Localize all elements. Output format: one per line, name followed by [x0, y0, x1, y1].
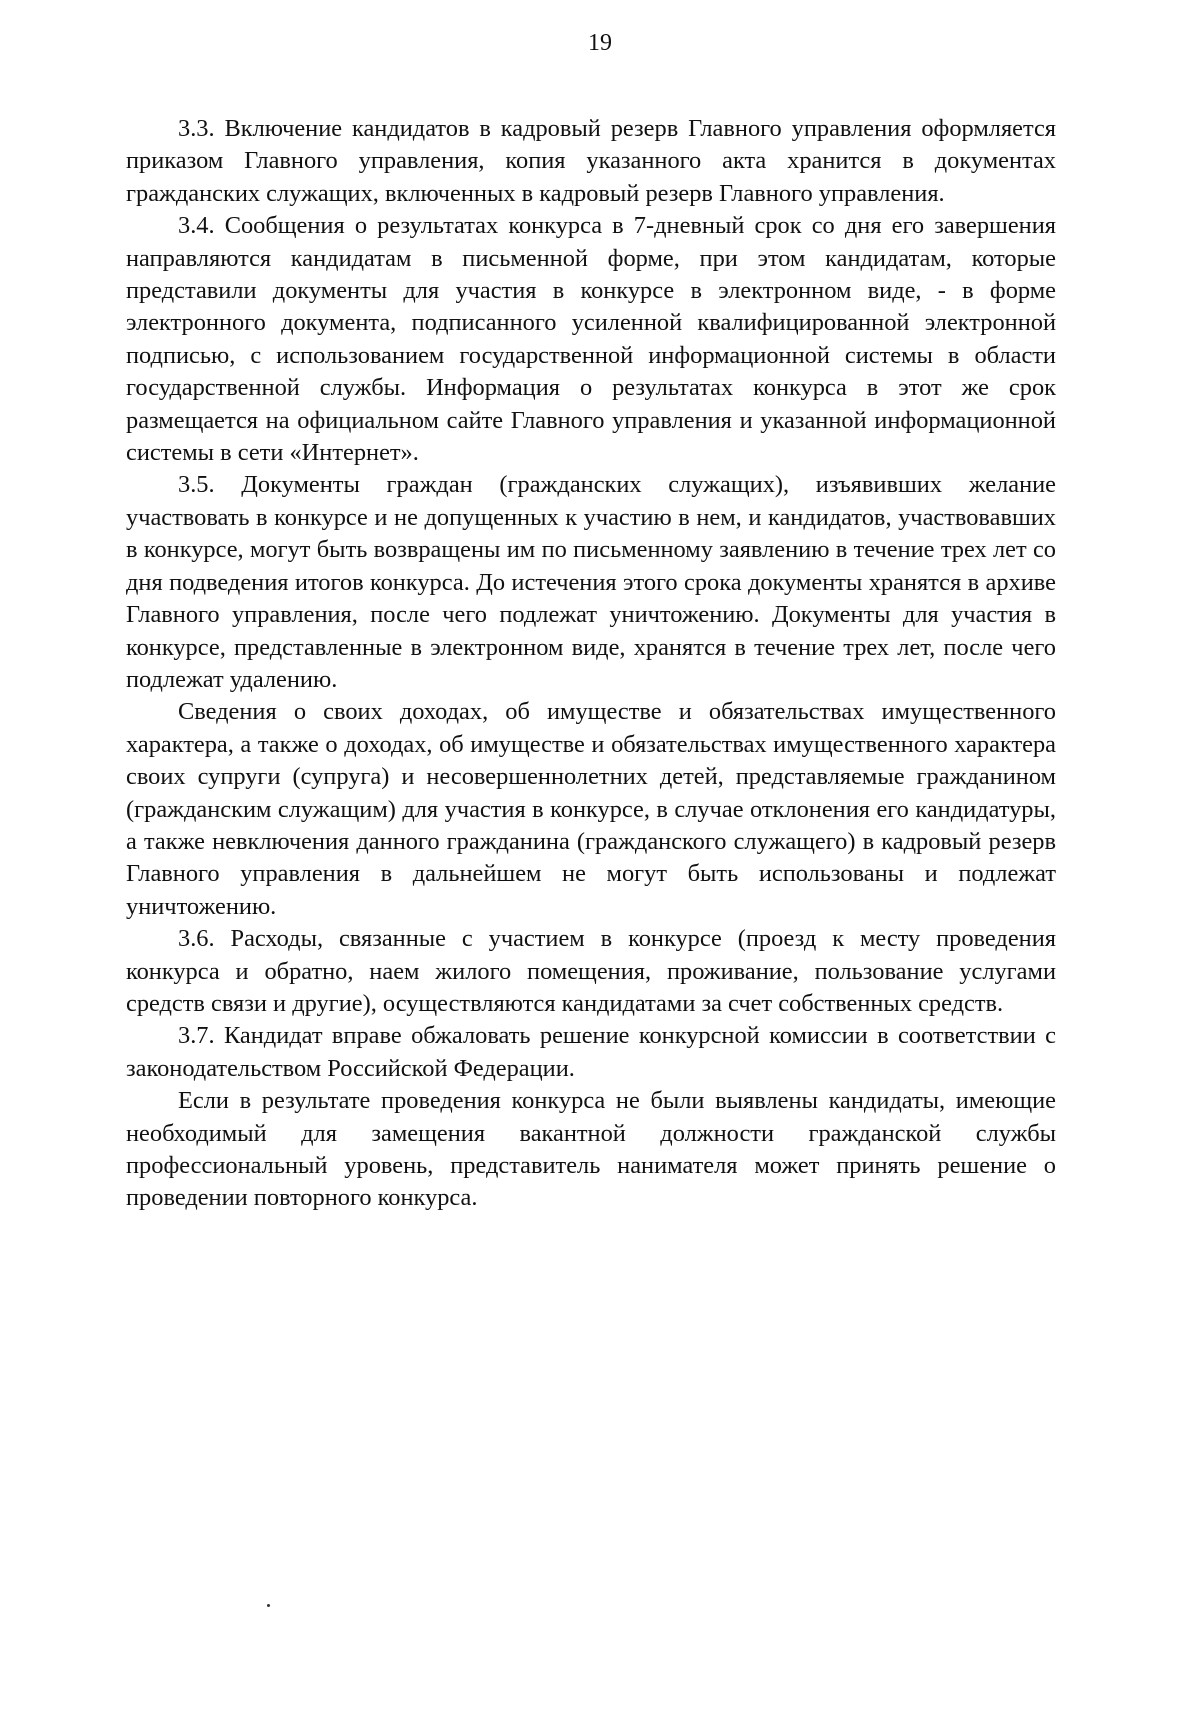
- paragraph-3-7: 3.7. Кандидат вправе обжаловать решение конкурсной комиссии в соответствии с законодательством Российской Федерации.: [126, 1022, 1056, 1082]
- document-body: [126, 113, 1056, 1215]
- scan-speck: [267, 1604, 270, 1607]
- paragraph-3-3: 3.3. Включение кандидатов в кадровый резерв Главного управления оформляется приказом Главного управления, копия указанного акта хранится в документах гражданских служащих, включенных в кадровый резерв Главного управления.: [126, 115, 1056, 207]
- paragraph-3-4: 3.4. Сообщения о результатах конкурса в 7-дневный срок со дня его завершения направляются кандидатам в письменной форме, при этом кандидатам, которые представили документы для участия в конкурсе в электронном виде, - в форме электронного документа, подписанного усиленной квалифицированной электронной подписью, с использованием государственной информационной системы в области государственной службы. Информация о результатах конкурса в этот же срок размещается на официальном сайте Главного управления и указанной информационной системы в сети «Интернет».: [126, 212, 1056, 467]
- paragraph-3-6: 3.6. Расходы, связанные с участием в конкурсе (проезд к месту проведения конкурса и обратно, наем жилого помещения, проживание, пользование услугами средств связи и другие), осуществляются кандидатами за счет собственных средств.: [126, 925, 1056, 1017]
- paragraph-income-info: Сведения о своих доходах, об имуществе и обязательствах имущественного характера, а также о доходах, об имуществе и обязательствах имущественного характера своих супруги (супруга) и несовершеннолетних детей, представляемые гражданином (гражданским служащим) для участия в конкурсе, в случае отклонения его кандидатуры, а также невключения данного гражданина (гражданского служащего) в кадровый резерв Главного управления в дальнейшем не могут быть использованы и подлежат уничтожению.: [126, 698, 1056, 920]
- paragraph-repeat-contest: Если в результате проведения конкурса не были выявлены кандидаты, имеющие необходимый для замещения вакантной должности гражданской службы профессиональный уровень, представитель нанимателя может принять решение о проведении повторного конкурса.: [126, 1087, 1056, 1212]
- page-number: 19: [588, 30, 612, 56]
- paragraph-3-5: 3.5. Документы граждан (гражданских служащих), изъявивших желание участвовать в конкурсе и не допущенных к участию в нем, и кандидатов, участвовавших в конкурсе, могут быть возвращены им по письменному заявлению в течение трех лет со дня подведения итогов конкурса. До истечения этого срока документы хранятся в архиве Главного управления, после чего подлежат уничтожению. Документы для участия в конкурсе, представленные в электронном виде, хранятся в течение трех лет, после чего подлежат удалению.: [126, 471, 1056, 693]
